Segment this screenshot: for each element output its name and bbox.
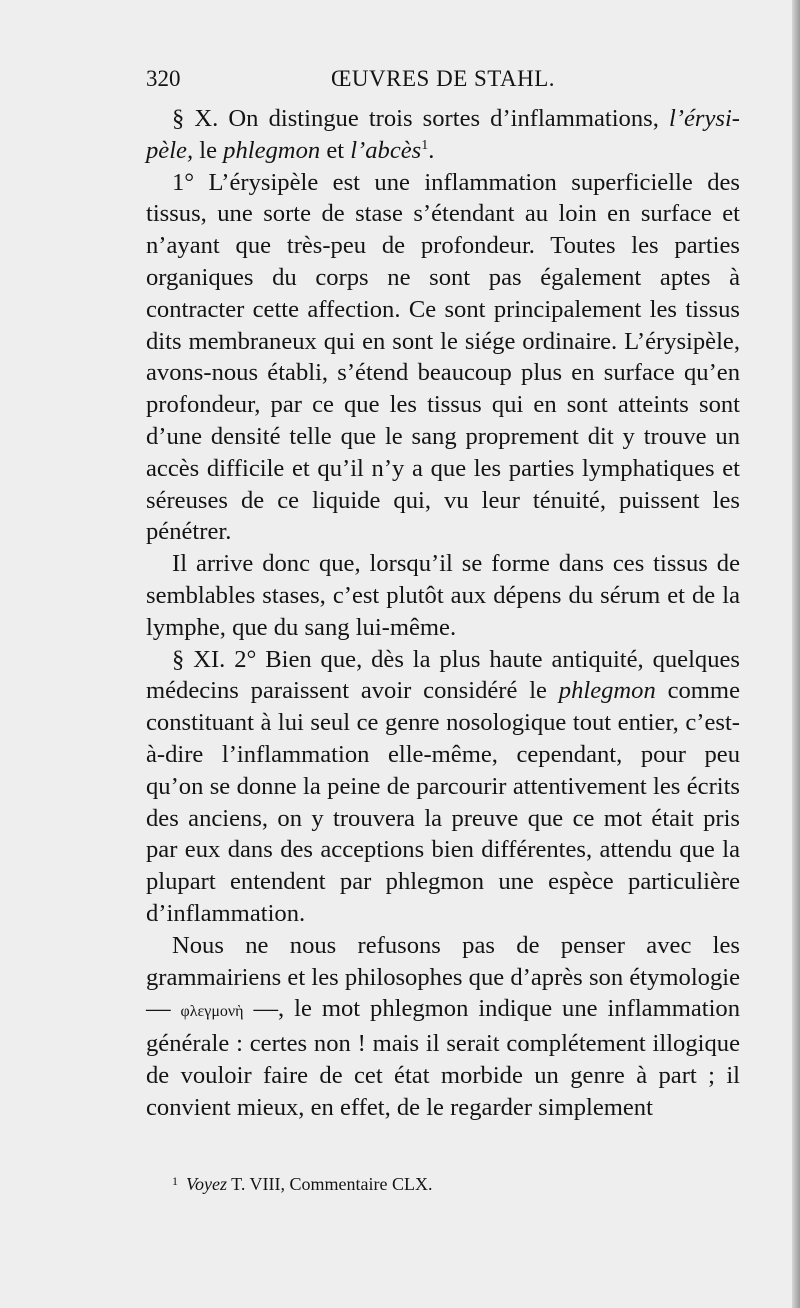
page-edge — [792, 0, 800, 1308]
body-text — [146, 103, 740, 1124]
paragraph-etymologie: Nous ne nous refusons pas de penser avec les grammairiens et les philosophes que d’après son étymologie — φλεγμονὴ —, le mot phlegmon indique une inflammation générale : certes non ! mais il serait complétement illogique de vouloir faire de cet état morbide un genre à part ; il convient mieux, en effet, de le regarder simplement — [146, 931, 741, 1121]
term-erysipele: l’érysi-pèle, — [146, 105, 740, 164]
paragraph-erysipele: 1° L’érysipèle est une inflammation superficielle des tissus, une sorte de stase s’étendant au loin en surface et n’ayant que très-peu de profondeur. Toutes les parties organiques du corps ne sont pas également aptes à contracter cette affection. Ce sont principalement les tissus dits membraneux qui en sont le siége ordinaire. L’érysipèle, avons-nous établi, s’étend beaucoup plus en surface qu’en profondeur, par ce que les tissus qui en sont atteints sont d’une densité telle que le sang proprement dit y trouve un accès difficile et qu’il n’y a que les parties lymphatiques et séreuses de ce liquide qui, vu leur ténuité, puissent les pénétrer. — [146, 168, 740, 546]
page-number: 320 — [146, 66, 181, 91]
running-title: ŒUVRES DE STAHL. — [330, 66, 556, 91]
greek-word: φλεγμονὴ — [180, 1003, 244, 1021]
term-phlegmon: phlegmon — [558, 677, 656, 705]
section-mark: § X. — [172, 105, 219, 132]
footnote-ref: 1 — [421, 137, 429, 153]
paragraph-stases: Il arrive donc que, lorsqu’il se forme dans ces tissus de semblables stases, c’est plutôt aux dépens du sérum et de la lymphe, que du sang lui-même. — [146, 550, 740, 641]
section-mark: § XI. — [172, 645, 226, 673]
footnote-mark: 1 — [172, 1174, 178, 1188]
footnote-voyez: Voyez — [186, 1174, 227, 1194]
term-phlegmon: phlegmon — [223, 136, 321, 164]
section-x-paragraph: § X. On distingue trois sortes d’inflammations, l’érysi-pèle, le phlegmon et l’abcès$^1$. — [146, 105, 740, 164]
footnote — [172, 1174, 432, 1195]
page-header — [146, 66, 740, 98]
footnote-text: T. VIII, Commentaire CLX. — [226, 1174, 433, 1194]
section-xi-paragraph: § XI. 2° Bien que, dès la plus haute antiquité, quelques médecins paraissent avoir considéré le phlegmon comme constituant à lui seul ce genre nosologique tout entier, c’est-à-dire l’inflammation elle-même, cependant, pour peu qu’on se donne la peine de parcourir attentivement les écrits des anciens, on y trouvera la preuve que ce mot était pris par eux dans des acceptions bien différentes, attendu que la plupart entendent par phlegmon une espèce particulière d’inflammation. — [146, 645, 740, 927]
term-abces: l’abcès — [350, 136, 422, 164]
